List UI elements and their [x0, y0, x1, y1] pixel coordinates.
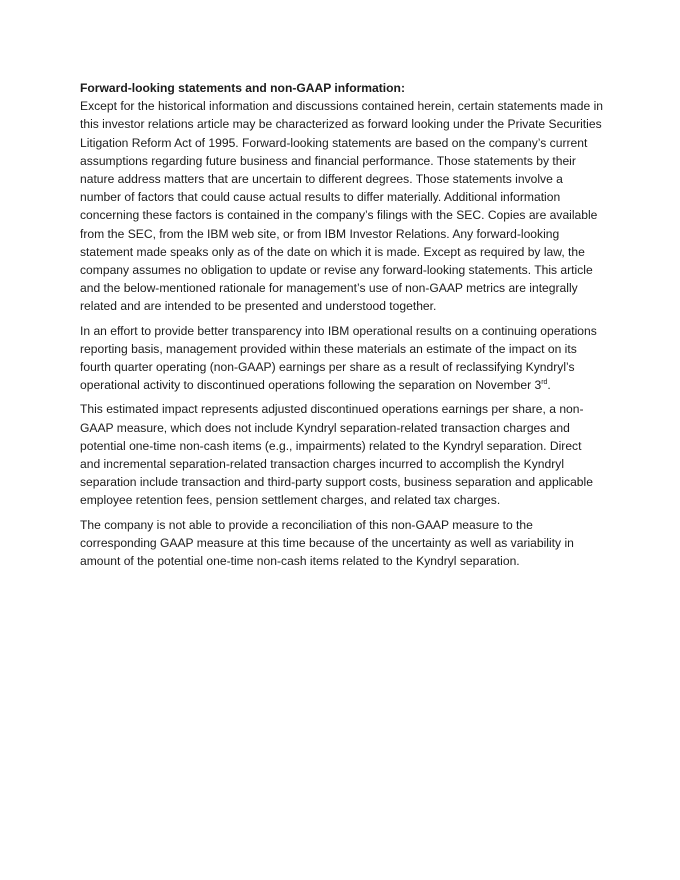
- paragraph-reconciliation: The company is not able to provide a reconciliation of this non-GAAP measure to the corresponding GAAP measure at this time because of the uncertainty as well as variability in amount of the potential one-time non-cash items related to the Kyndryl separation.: [80, 517, 574, 569]
- document-body: [80, 79, 604, 576]
- paragraph-transparency: [80, 322, 604, 395]
- ordinal-suffix: rd: [541, 379, 548, 387]
- paragraph-forward-looking: Except for the historical information and discussions contained herein, certain statements made in this investor relations article may be characterized as forward looking under the Private Securities Litigation Reform Act of 1995. Forward-looking statements are based on the company’s current assumptions regarding future business and financial performance. Those statements by their nature address matters that are uncertain to different degrees. Those statements involve a number of factors that could cause actual results to differ materially. Additional information concerning these factors is contained in the company’s filings with the SEC. Copies are available from the SEC, from the IBM web site, or from IBM Investor Relations. Any forward-looking statement made speaks only as of the date on which it is made. Except as required by law, the company assumes no obligation to update or revise any forward-looking statements. This article and the below-mentioned rationale for management’s use of non-GAAP metrics are integrally related and are intended to be presented and understood together.: [80, 99, 603, 314]
- paragraph-transparency-end: .: [547, 378, 551, 393]
- paragraph-estimated-impact: This estimated impact represents adjusted discontinued operations earnings per share, a non-GAAP measure, which does not include Kyndryl separation-related transaction charges and potential one-time non-cash items (e.g., impairments) related to the Kyndryl separation. Direct and incremental separation-related transaction charges incurred to accomplish the Kyndryl separation include transaction and third-party support costs, business separation and applicable employee retention fees, pension settlement charges, and related tax charges.: [80, 402, 593, 508]
- paragraph-transparency-text: In an effort to provide better transparency into IBM operational results on a continuing operations reporting basis, management provided within these materials an estimate of the impact on its fourth quarter operating (non-GAAP) earnings per share as a result of reclassifying Kyndryl’s operational activity to discontinued operations following the separation on November 3: [80, 323, 597, 393]
- section-heading: Forward-looking statements and non-GAAP information:: [80, 81, 405, 95]
